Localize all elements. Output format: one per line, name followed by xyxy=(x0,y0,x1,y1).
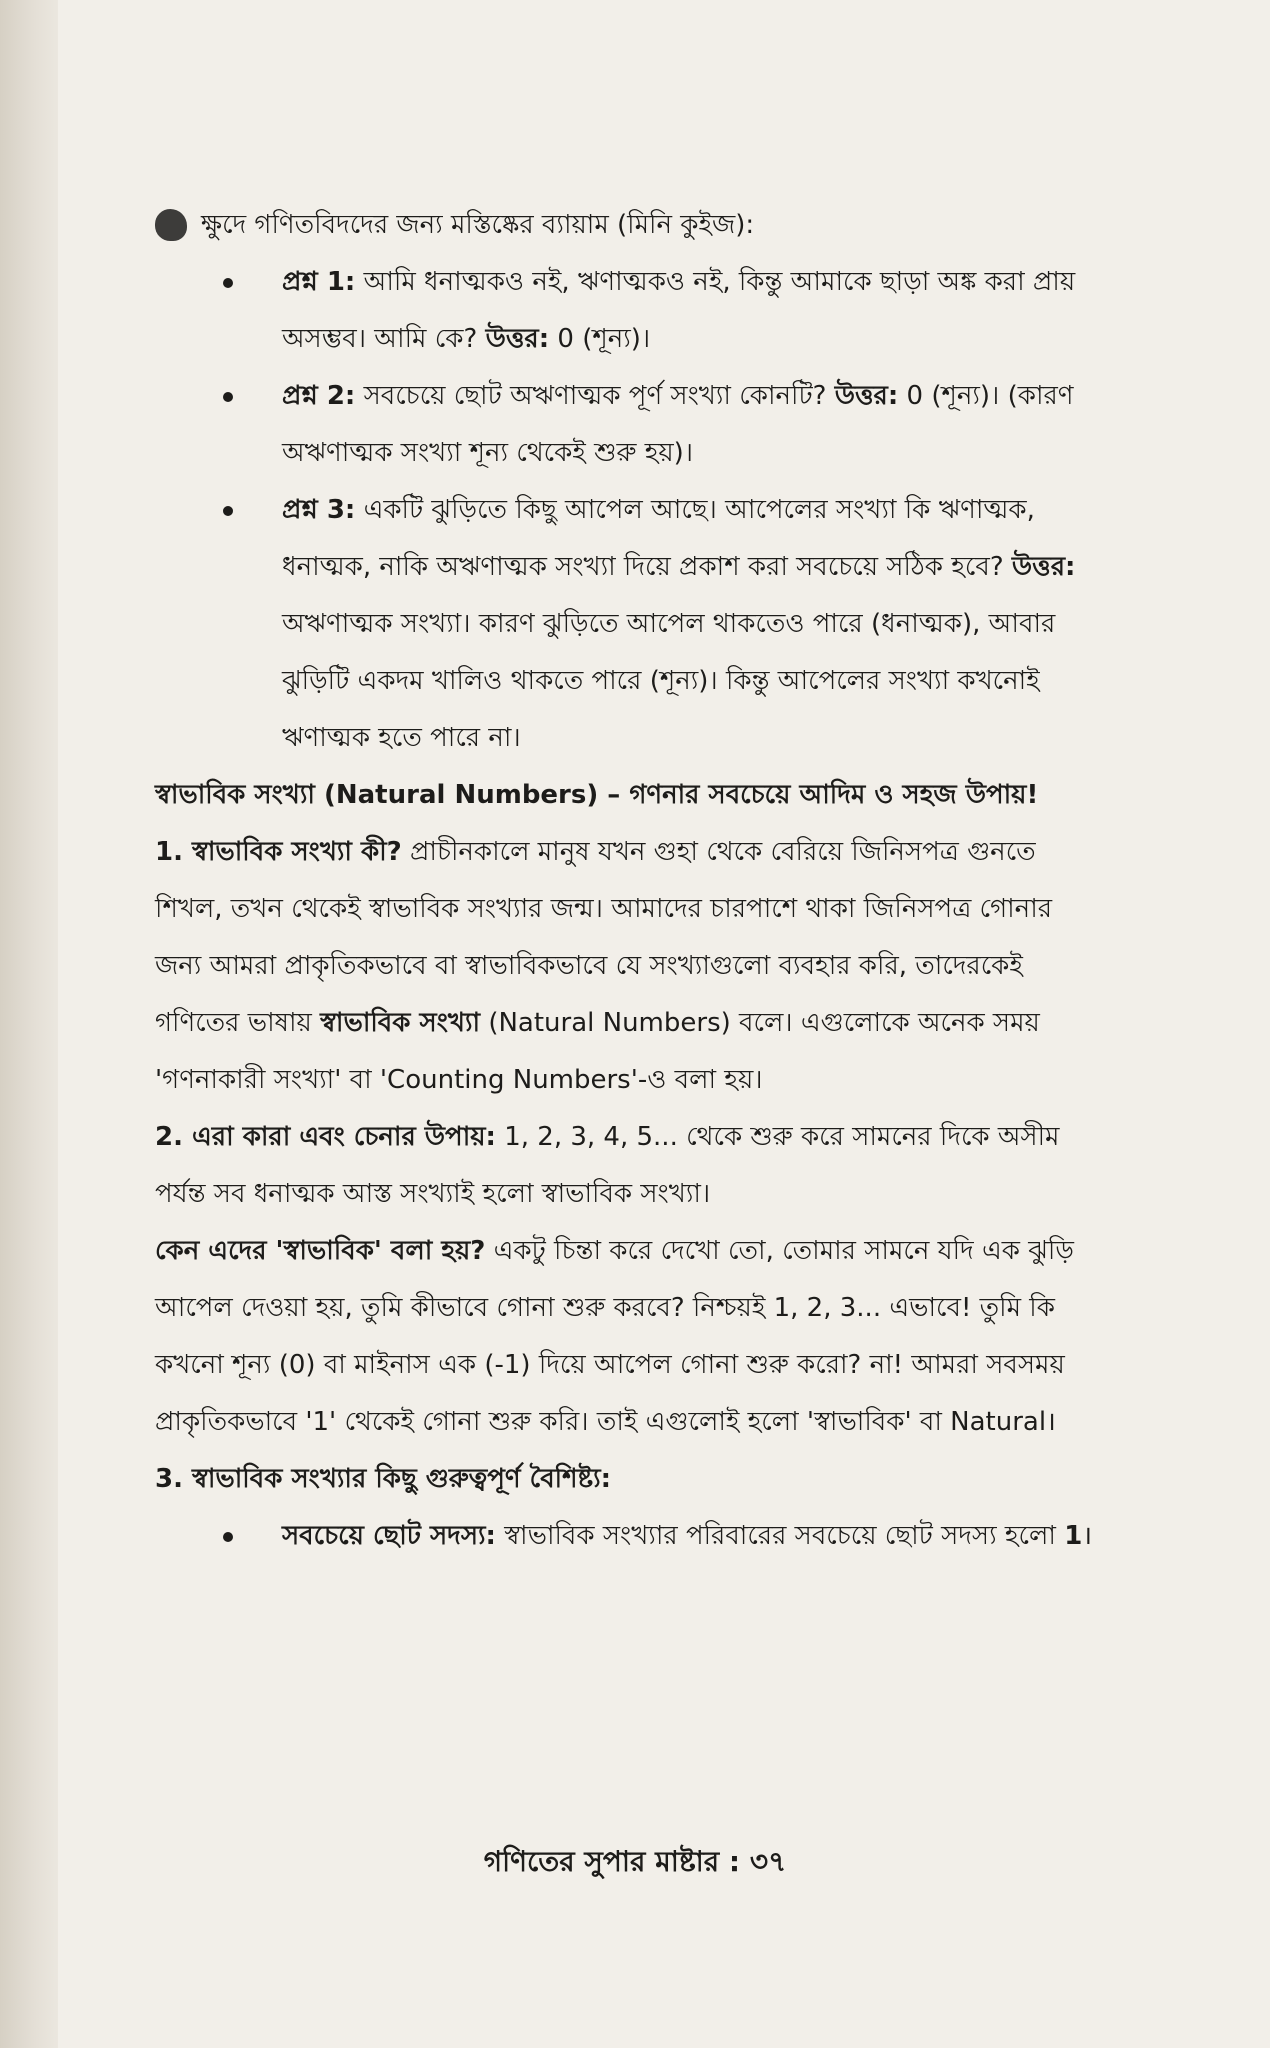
quiz-title: ক্ষুদে গণিতবিদদের জন্য মস্তিষ্কের ব্যায়াম (মিনি কুইজ): xyxy=(201,210,755,240)
page-footer: গণিতের সুপার মাষ্টার : ৩৭ xyxy=(483,1845,787,1878)
quiz-list xyxy=(155,254,1095,767)
page-content xyxy=(155,197,1095,1565)
paragraph-definition: 1. স্বাভাবিক সংখ্যা কী? প্রাচীনকালে মানুষ যখন গুহা থেকে বেরিয়ে জিনিসপত্র গুনতে শিখল, তখন থেকেই স্বাভাবিক সংখ্যার জন্ম। আমাদের চারপাশে থাকা জিনিসপত্র গোনার জন্য আমরা প্রাকৃতিকভাবে বা স্বাভাবিকভাবে যে সংখ্যাগুলো ব্যবহার করি, তাদেরকেই গণিতের ভাষায় স্বাভাবিক সংখ্যা (Natural Numbers) বলে। এগুলোকে অনেক সময় 'গণনাকারী সংখ্যা' বা 'Counting Numbers'-ও বলা হয়। xyxy=(155,837,1053,1095)
quiz-item: প্রশ্ন 2: সবচেয়ে ছোট অঋণাত্মক পূর্ণ সংখ্যা কোনটি? উত্তর: 0 (শূন্য)। (কারণ অঋণাত্মক সংখ্যা শূন্য থেকেই শুরু হয়)। xyxy=(155,368,1095,482)
quiz-item: প্রশ্ন 3: একটি ঝুড়িতে কিছু আপেল আছে। আপেলের সংখ্যা কি ঋণাত্মক, ধনাত্মক, নাকি অঋণাত্মক সংখ্যা দিয়ে প্রকাশ করা সবচেয়ে সঠিক হবে? উত্তর: অঋণাত্মক সংখ্যা। কারণ ঝুড়িতে আপেল থাকতেও পারে (ধনাত্মক), আবার ঝুড়িটি একদম খালিও থাকতে পারে (শূন্য)। কিন্তু আপেলের সংখ্যা কখনোই ঋণাত্মক হতে পারে না। xyxy=(155,482,1095,767)
paragraph-why-natural: কেন এদের 'স্বাভাবিক' বলা হয়? একটু চিন্তা করে দেখো তো, তোমার সামনে যদি এক ঝুড়ি আপেল দেওয়া হয়, তুমি কীভাবে গোনা শুরু করবে? নিশ্চয়ই 1, 2, 3... এভাবে! তুমি কি কখনো শূন্য (0) বা মাইনাস এক (-1) দিয়ে আপেল গোনা শুরু করো? না! আমরা সবসময় প্রাকৃতিকভাবে '1' থেকেই গোনা শুরু করি। তাই এগুলোই হলো 'স্বাভাবিক' বা Natural। xyxy=(155,1236,1074,1437)
paragraph-properties: 3. স্বাভাবিক সংখ্যার কিছু গুরুত্বপূর্ণ বৈশিষ্ট্য: xyxy=(155,1464,612,1494)
brain-icon xyxy=(155,209,187,241)
section-title: স্বাভাবিক সংখ্যা (Natural Numbers) – গণনার সবচেয়ে আদিম ও সহজ উপায়! xyxy=(155,780,1039,810)
quiz-heading xyxy=(155,197,1095,254)
paragraph-identify: 2. এরা কারা এবং চেনার উপায়: 1, 2, 3, 4, 5... থেকে শুরু করে সামনের দিকে অসীম পর্যন্ত সব ধনাত্মক আস্ত সংখ্যাই হলো স্বাভাবিক সংখ্যা। xyxy=(155,1122,1060,1209)
properties-list xyxy=(155,1508,1095,1565)
quiz-item: প্রশ্ন 1: আমি ধনাত্মকও নই, ঋণাত্মকও নই, কিন্তু আমাকে ছাড়া অঙ্ক করা প্রায় অসম্ভব। আমি কে? উত্তর: 0 (শূন্য)। xyxy=(155,254,1095,368)
property-item: সবচেয়ে ছোট সদস্য: স্বাভাবিক সংখ্যার পরিবারের সবচেয়ে ছোট সদস্য হলো 1। xyxy=(155,1508,1095,1565)
page-edge xyxy=(0,0,58,2048)
